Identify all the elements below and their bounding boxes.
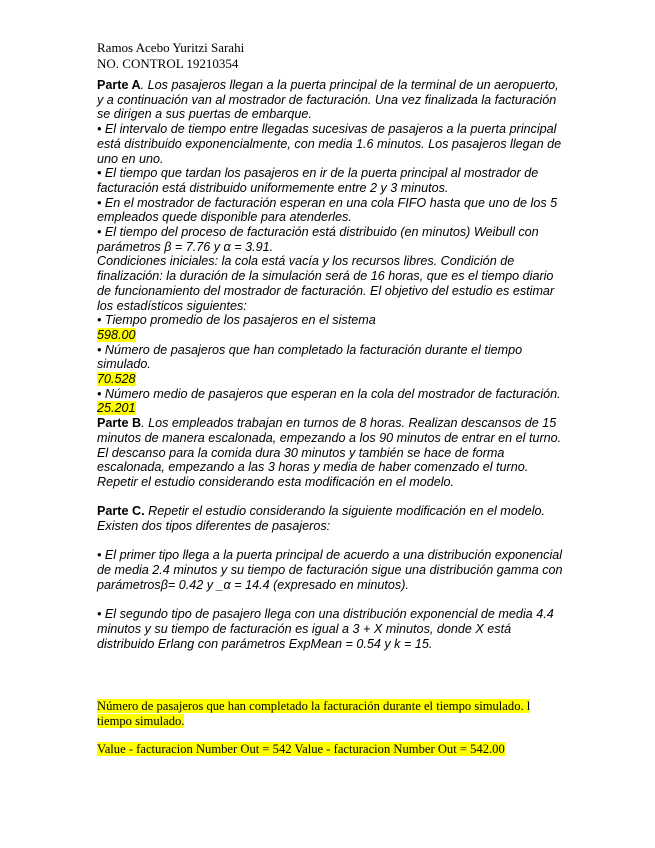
- part-a-label: Parte A: [97, 78, 141, 92]
- part-c-label: Parte C.: [97, 504, 145, 519]
- part-b-label: Parte B: [97, 416, 142, 431]
- part-b-text: Parte B. Los empleados trabajan en turnos de 8 horas. Realizan descansos de 15 minutos de manera escalonada, empezando a los 90 minutos de entrar en el turno. El descanso para la comida dura 30 minutos y también se hace de forma escalonada, empezando a las 3 horas y media de haber comenzado el turno. Repetir el estudio considerando esta modificación en el modelo.: [97, 416, 562, 489]
- stat-question: • Número medio de pasajeros que esperan en la cola del mostrador de facturación.: [97, 386, 561, 401]
- bullet-item: • El tiempo del proceso de facturación está distribuido (en minutos) Weibull con parámetros β = 7.76 y α = 3.91.: [97, 225, 539, 254]
- part-c-intro: Parte C. Repetir el estudio considerando la siguiente modificación en el modelo. Existen dos tipos diferentes de pasajeros:: [97, 504, 546, 534]
- result-note: Número de pasajeros que han completado la facturación durante el tiempo simulado. l tiempo simulado.: [97, 699, 531, 728]
- control-number: NO. CONTROL 19210354: [97, 56, 239, 71]
- author-name: Ramos Acebo Yuritzi Sarahi: [97, 40, 245, 55]
- stat-answer: 25.201: [97, 401, 136, 416]
- bullet-item: • El tiempo que tardan los pasajeros en ir de la puerta principal al mostrador de facturación está distribuido uniformemente entre 2 y 3 minutos.: [97, 166, 539, 195]
- bullet-item: • El intervalo de tiempo entre llegadas sucesivas de pasajeros a la puerta principal está distribuido exponencialmente, con media 1.6 minutos. Los pasajeros llegan de uno en uno.: [97, 122, 562, 166]
- stat-question: • Número de pasajeros que han completado la facturación durante el tiempo simulado.: [97, 342, 523, 372]
- conditions-text: Condiciones iniciales: la cola está vacía y los recursos libres. Condición de finalización: la duración de la simulación será de 16 horas, que es el tiempo diario de funcionamiento del mostrador de facturación. El objetivo del estudio es estimar los estadísticos siguientes:: [97, 254, 555, 313]
- stat-answer: 70.528: [97, 372, 136, 387]
- part-a-intro: Parte A. Los pasajeros llegan a la puerta principal de la terminal de un aeropuerto, y a continuación van al mostrador de facturación. Una vez finalizada la facturación se dirigen a sus puertas de embarque.: [97, 78, 559, 122]
- stat-question: • Tiempo promedio de los pasajeros en el sistema: [97, 313, 376, 328]
- footer-results: [97, 699, 567, 757]
- part-c-bullet: • El primer tipo llega a la puerta principal de acuerdo a una distribución exponencial de media 2.4 minutos y su tiempo de facturación sigue una distribución gamma con parámetrosβ= 0.42 y _α = 14.4 (expresado en minutos).: [97, 548, 563, 592]
- bullet-item: • En el mostrador de facturación esperan en una cola FIFO hasta que uno de los 5 empleados quede disponible para atenderles.: [97, 195, 558, 225]
- stat-answer: 598.00: [97, 327, 136, 342]
- document-body: [97, 78, 567, 651]
- header: [97, 40, 577, 72]
- part-c-bullet: • El segundo tipo de pasajero llega con una distribución exponencial de media 4.4 minutos y su tiempo de facturación es igual a 3 + X minutos, donde X está distribuido Erlang con parámetros ExpMean = 0.54 y k = 15.: [97, 607, 554, 651]
- result-value: Value - facturacion Number Out = 542 Value - facturacion Number Out = 542.00: [97, 742, 505, 756]
